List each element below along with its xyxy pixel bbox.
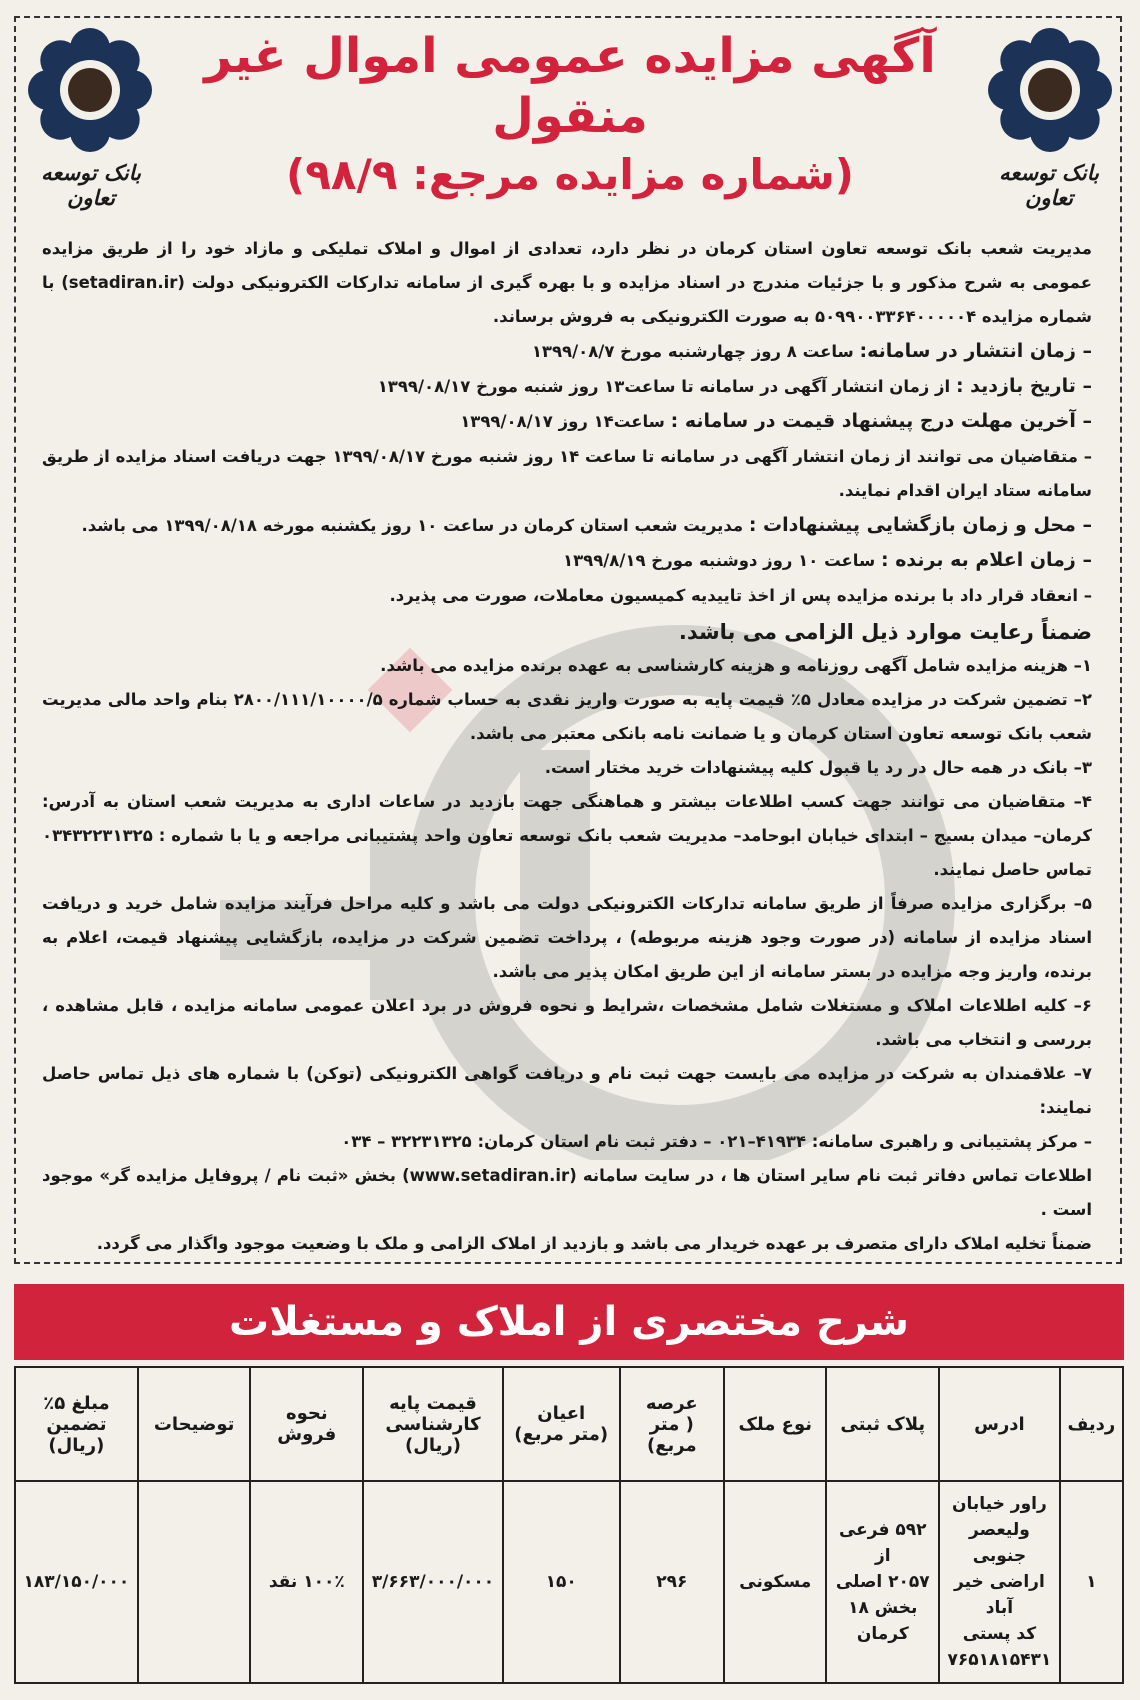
- conditions-heading: ضمناً رعایت موارد ذیل الزامی می باشد.: [678, 620, 1092, 644]
- column-header: ادرس: [939, 1367, 1060, 1481]
- table-row: [15, 1481, 1123, 1683]
- table-cell: ۱: [1060, 1481, 1123, 1683]
- condition-item: ۳– بانک در همه حال در رد یا قبول کلیه پیشنهادات خرید مختار است.: [544, 758, 1092, 777]
- column-header: مبلغ ۵٪ تضمین (ریال): [15, 1367, 138, 1481]
- column-header: ردیف: [1060, 1367, 1123, 1481]
- schedule-item: – زمان اعلام به برنده : ساعت ۱۰ روز دوشنبه مورخ ۱۳۹۹/۸/۱۹: [563, 549, 1092, 571]
- contact-numbers: – مرکز پشتیبانی و راهبری سامانه: ۴۱۹۳۴–۰۲۱ – دفتر ثبت نام استان کرمان: ۳۲۲۳۱۳۲۵ – ۰۳۴: [341, 1132, 1092, 1151]
- intro-paragraph: مدیریت شعب بانک توسعه تعاون استان کرمان در نظر دارد، تعدادی از اموال و املاک تملیکی و مازاد خود را از طریق مزایده عمومی به شرح مذکور و با جزئیات مندرج در اسناد مزایده و با بهره گیری از سامانه تدارکات الکترونیکی دولت (setadiran.ir) با شماره مزایده ۵۰۹۹۰۰۳۳۶۴۰۰۰۰۰۴ به صورت الکترونیکی به فروش برساند.: [42, 239, 1092, 326]
- column-header: نوع ملک: [724, 1367, 826, 1481]
- column-header: پلاک ثبتی: [826, 1367, 939, 1481]
- schedule-item: – انعقاد قرار داد با برنده مزایده پس از اخذ تاییدیه کمیسیون معاملات، صورت می پذیرد.: [389, 586, 1092, 605]
- condition-item: ۴– متقاضیان می توانند جهت کسب اطلاعات بیشتر و هماهنگی جهت بازدید در ساعات اداری به مدیریت شعب استان به آدرس: کرمان– میدان بسیج – ابتدای خیابان ابوحامد– مدیریت شعب بانک توسعه تعاون واحد پشتیبانی مراجعه و یا با شماره : ۰۳۴۳۲۲۳۱۳۲۵ تماس حاصل نمایند.: [42, 792, 1092, 879]
- table-cell: ۲۹۶: [620, 1481, 724, 1683]
- table-cell: ۱۵۰: [503, 1481, 620, 1683]
- closing-note: ضمناً تخلیه املاک دارای متصرف بر عهده خریدار می باشد و بازدید از املاک الزامی و ملک با وضعیت موجود واگذار می گردد.: [96, 1234, 1092, 1253]
- column-header: نحوه فروش: [250, 1367, 363, 1481]
- column-header: عرصه ( متر مربع): [620, 1367, 724, 1481]
- column-header: توضیحات: [138, 1367, 251, 1481]
- table-cell: ۵۹۲ فرعی از ۲۰۵۷ اصلی بخش ۱۸ کرمان: [826, 1481, 939, 1683]
- condition-item: ۲– تضمین شرکت در مزایده معادل ۵٪ قیمت پایه به صورت واریز نقدی به حساب شماره ۲۸۰۰/۱۱۱/۱۰۰۰۰/۵ بنام واحد مالی مدیریت شعب بانک توسعه تعاون استان کرمان و یا ضمانت نامه بانکی معتبر می باشد.: [42, 690, 1092, 743]
- table-cell: مسکونی: [724, 1481, 826, 1683]
- other-offices-note: اطلاعات تماس دفاتر ثبت نام سایر استان ها ، در سایت سامانه (www.setadiran.ir) بخش «ثبت نام / پروفایل مزایده گر» موجود است .: [42, 1166, 1092, 1219]
- auction-reference-number: (شماره مزایده مرجع: ۹۸/۹): [286, 150, 854, 199]
- condition-item: ۶– کلیه اطلاعات املاک و مستغلات شامل مشخصات ،شرایط و نحوه فروش در برد اعلان عمومی سامانه مزایده ، قابل مشاهده ، بررسی و انتخاب می باشد.: [42, 996, 1092, 1049]
- column-header: اعیان (متر مربع): [503, 1367, 620, 1481]
- assets-banner-title: شرح مختصری از املاک و مستغلات: [14, 1284, 1124, 1360]
- bank-flower-logo-icon: [22, 22, 158, 158]
- condition-item: ۷– علاقمندان به شرکت در مزایده می بایست جهت ثبت نام و دریافت گواهی الکترونیکی (توکن) با شماره های ذیل تماس حاصل نمایند:: [42, 1064, 1092, 1117]
- schedule-item: – محل و زمان بازگشایی پیشنهادات : مدیریت شعب استان کرمان در ساعت ۱۰ روز یکشنبه مورخه ۱۳۹۹/۰۸/۱۸ می باشد.: [81, 514, 1092, 536]
- table-header-row: [15, 1367, 1123, 1481]
- table-cell: ۳/۶۶۳/۰۰۰/۰۰۰: [363, 1481, 503, 1683]
- table-cell: راور خیابان ولیعصر جنوبی اراضی خیر آباد کد پستی ۷۶۵۱۸۱۵۴۳۱: [939, 1481, 1060, 1683]
- condition-item: ۱– هزینه مزایده شامل آگهی روزنامه و هزینه کارشناسی به عهده برنده مزایده می باشد.: [380, 656, 1092, 675]
- column-header: قیمت پایه کارشناسی (ریال): [363, 1367, 503, 1481]
- assets-table: [14, 1366, 1124, 1684]
- schedule-item: – تاریخ بازدید : از زمان انتشار آگهی در سامانه تا ساعت۱۳ روز شنبه مورخ ۱۳۹۹/۰۸/۱۷: [377, 375, 1092, 397]
- table-cell: ۱۰۰٪ نقد: [250, 1481, 363, 1683]
- notice-title: آگهی مزایده عمومی اموال غیر منقول: [204, 28, 936, 144]
- notice-body: [42, 232, 1092, 1261]
- table-cell: ۱۸۳/۱۵۰/۰۰۰: [15, 1481, 138, 1683]
- bank-flower-logo-icon: [982, 22, 1118, 158]
- bank-caption-left: بانک توسعه تعاون: [41, 160, 141, 210]
- table-cell: [138, 1481, 251, 1683]
- schedule-item: – متقاضیان می توانند از زمان انتشار آگهی در سامانه تا ساعت ۱۴ روز شنبه مورخ ۱۳۹۹/۰۸/۱۷ جهت دریافت اسناد مزایده از طریق سامانه ستاد ایران اقدام نمایند.: [42, 447, 1092, 500]
- condition-item: ۵– برگزاری مزایده صرفاً از طریق سامانه تدارکات الکترونیکی دولت می باشد و کلیه مراحل فرآیند مزایده شامل خرید و دریافت اسناد مزایده از سامانه (در صورت وجود هزینه مربوطه) ، پرداخت تضمین شرکت در مزایده، بازگشایی پیشنهاد قیمت، اعلام به برنده، واریز وجه مزایده در بستر سامانه از این طریق امکان پذیر می باشد.: [42, 894, 1092, 981]
- schedule-item: – آخرین مهلت درج پیشنهاد قیمت در سامانه : ساعت۱۴ روز ۱۳۹۹/۰۸/۱۷: [460, 410, 1092, 432]
- bank-caption-right: بانک توسعه تعاون: [999, 160, 1099, 210]
- schedule-item: – زمان انتشار در سامانه: ساعت ۸ روز چهارشنبه مورخ ۱۳۹۹/۰۸/۷: [531, 340, 1092, 362]
